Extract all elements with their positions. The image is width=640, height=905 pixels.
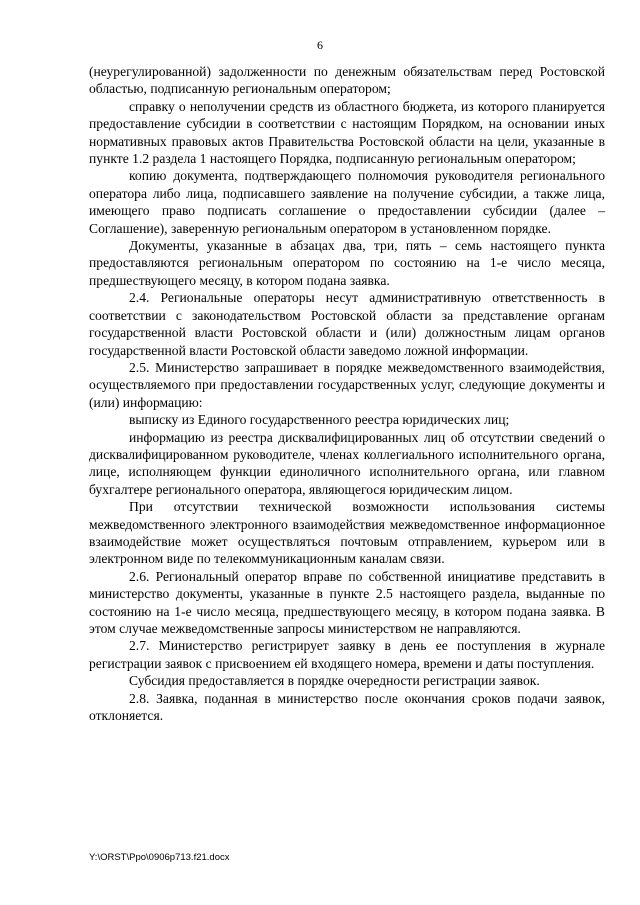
paragraph: выписку из Единого государственного реестра юридических лиц; <box>129 412 510 428</box>
paragraph: Документы, указанные в абзацах два, три, пять – семь настоящего пункта предоставляются региональным оператором по состоянию на 1-е число месяца, предшествующего месяцу, в котором подана заявка. <box>89 238 605 288</box>
paragraph: (неурегулированной) задолженности по денежным обязательствам перед Ростовской областью, подписанную региональным оператором; <box>89 64 605 97</box>
paragraph: информацию из реестра дисквалифицированных лиц об отсутствии сведений о дисквалифицированном руководителе, членах коллегиального исполнительного органа, лице, исполняющем функции единоличного исполнительного органа, или главном бухгалтере регионального оператора, являющегося юридическим лицом. <box>89 429 605 497</box>
paragraph: справку о неполучении средств из областного бюджета, из которого планируется предоставление субсидии в соответствии с настоящим Порядком, на основании иных нормативных правовых актов Правительства Ростовской области на цели, указанные в пункте 1.2 раздела 1 настоящего Порядка, подписанную региональным оператором; <box>89 98 605 167</box>
paragraph: 2.5. Министерство запрашивает в порядке межведомственного взаимодействия, осуществляемого при предоставлении государственных услуг, следующие документы и (или) информацию: <box>89 359 605 410</box>
document-body <box>89 63 605 724</box>
file-path-footer: Y:\ORST\Ppo\0906p713.f21.docx <box>89 852 230 863</box>
paragraph: 2.8. Заявка, поданная в министерство после окончания сроков подачи заявок, отклоняется. <box>89 690 605 724</box>
paragraph: 2.7. Министерство регистрирует заявку в день ее поступления в журнале регистрации заявок с присвоением ей входящего номера, времени и даты поступления. <box>89 638 605 671</box>
paragraph: копию документа, подтверждающего полномочия руководителя регионального оператора либо лица, подписавшего заявление на получение субсидии, а также лица, имеющего право подписать соглашение о предоставлении субсидии (далее – Соглашение), заверенную региональным оператором в установленном порядке. <box>89 168 605 236</box>
paragraph: 2.4. Региональные операторы несут административную ответственность в соответствии с законодательством Ростовской области за представление органам государственной власти Ростовской области и (или) должностным лицам органов государственной власти Ростовской области заведомо ложной информации. <box>89 290 605 358</box>
paragraph: Субсидия предоставляется в порядке очередности регистрации заявок. <box>129 673 540 689</box>
paragraph: При отсутствии технической возможности использования системы межведомственного электронного взаимодействия межведомственное информационное взаимодействие может осуществляться почтовым отправлением, курьером или в электронном виде по телекоммуникационным каналам связи. <box>89 499 605 567</box>
paragraph: 2.6. Региональный оператор вправе по собственной инициативе представить в министерство документы, указанные в пункте 2.5 настоящего раздела, выданные по состоянию на 1-е число месяца, предшествующего месяцу, в котором подана заявка. В этом случае межведомственные запросы министерством не направляются. <box>89 568 605 636</box>
page-number: 6 <box>317 38 323 52</box>
